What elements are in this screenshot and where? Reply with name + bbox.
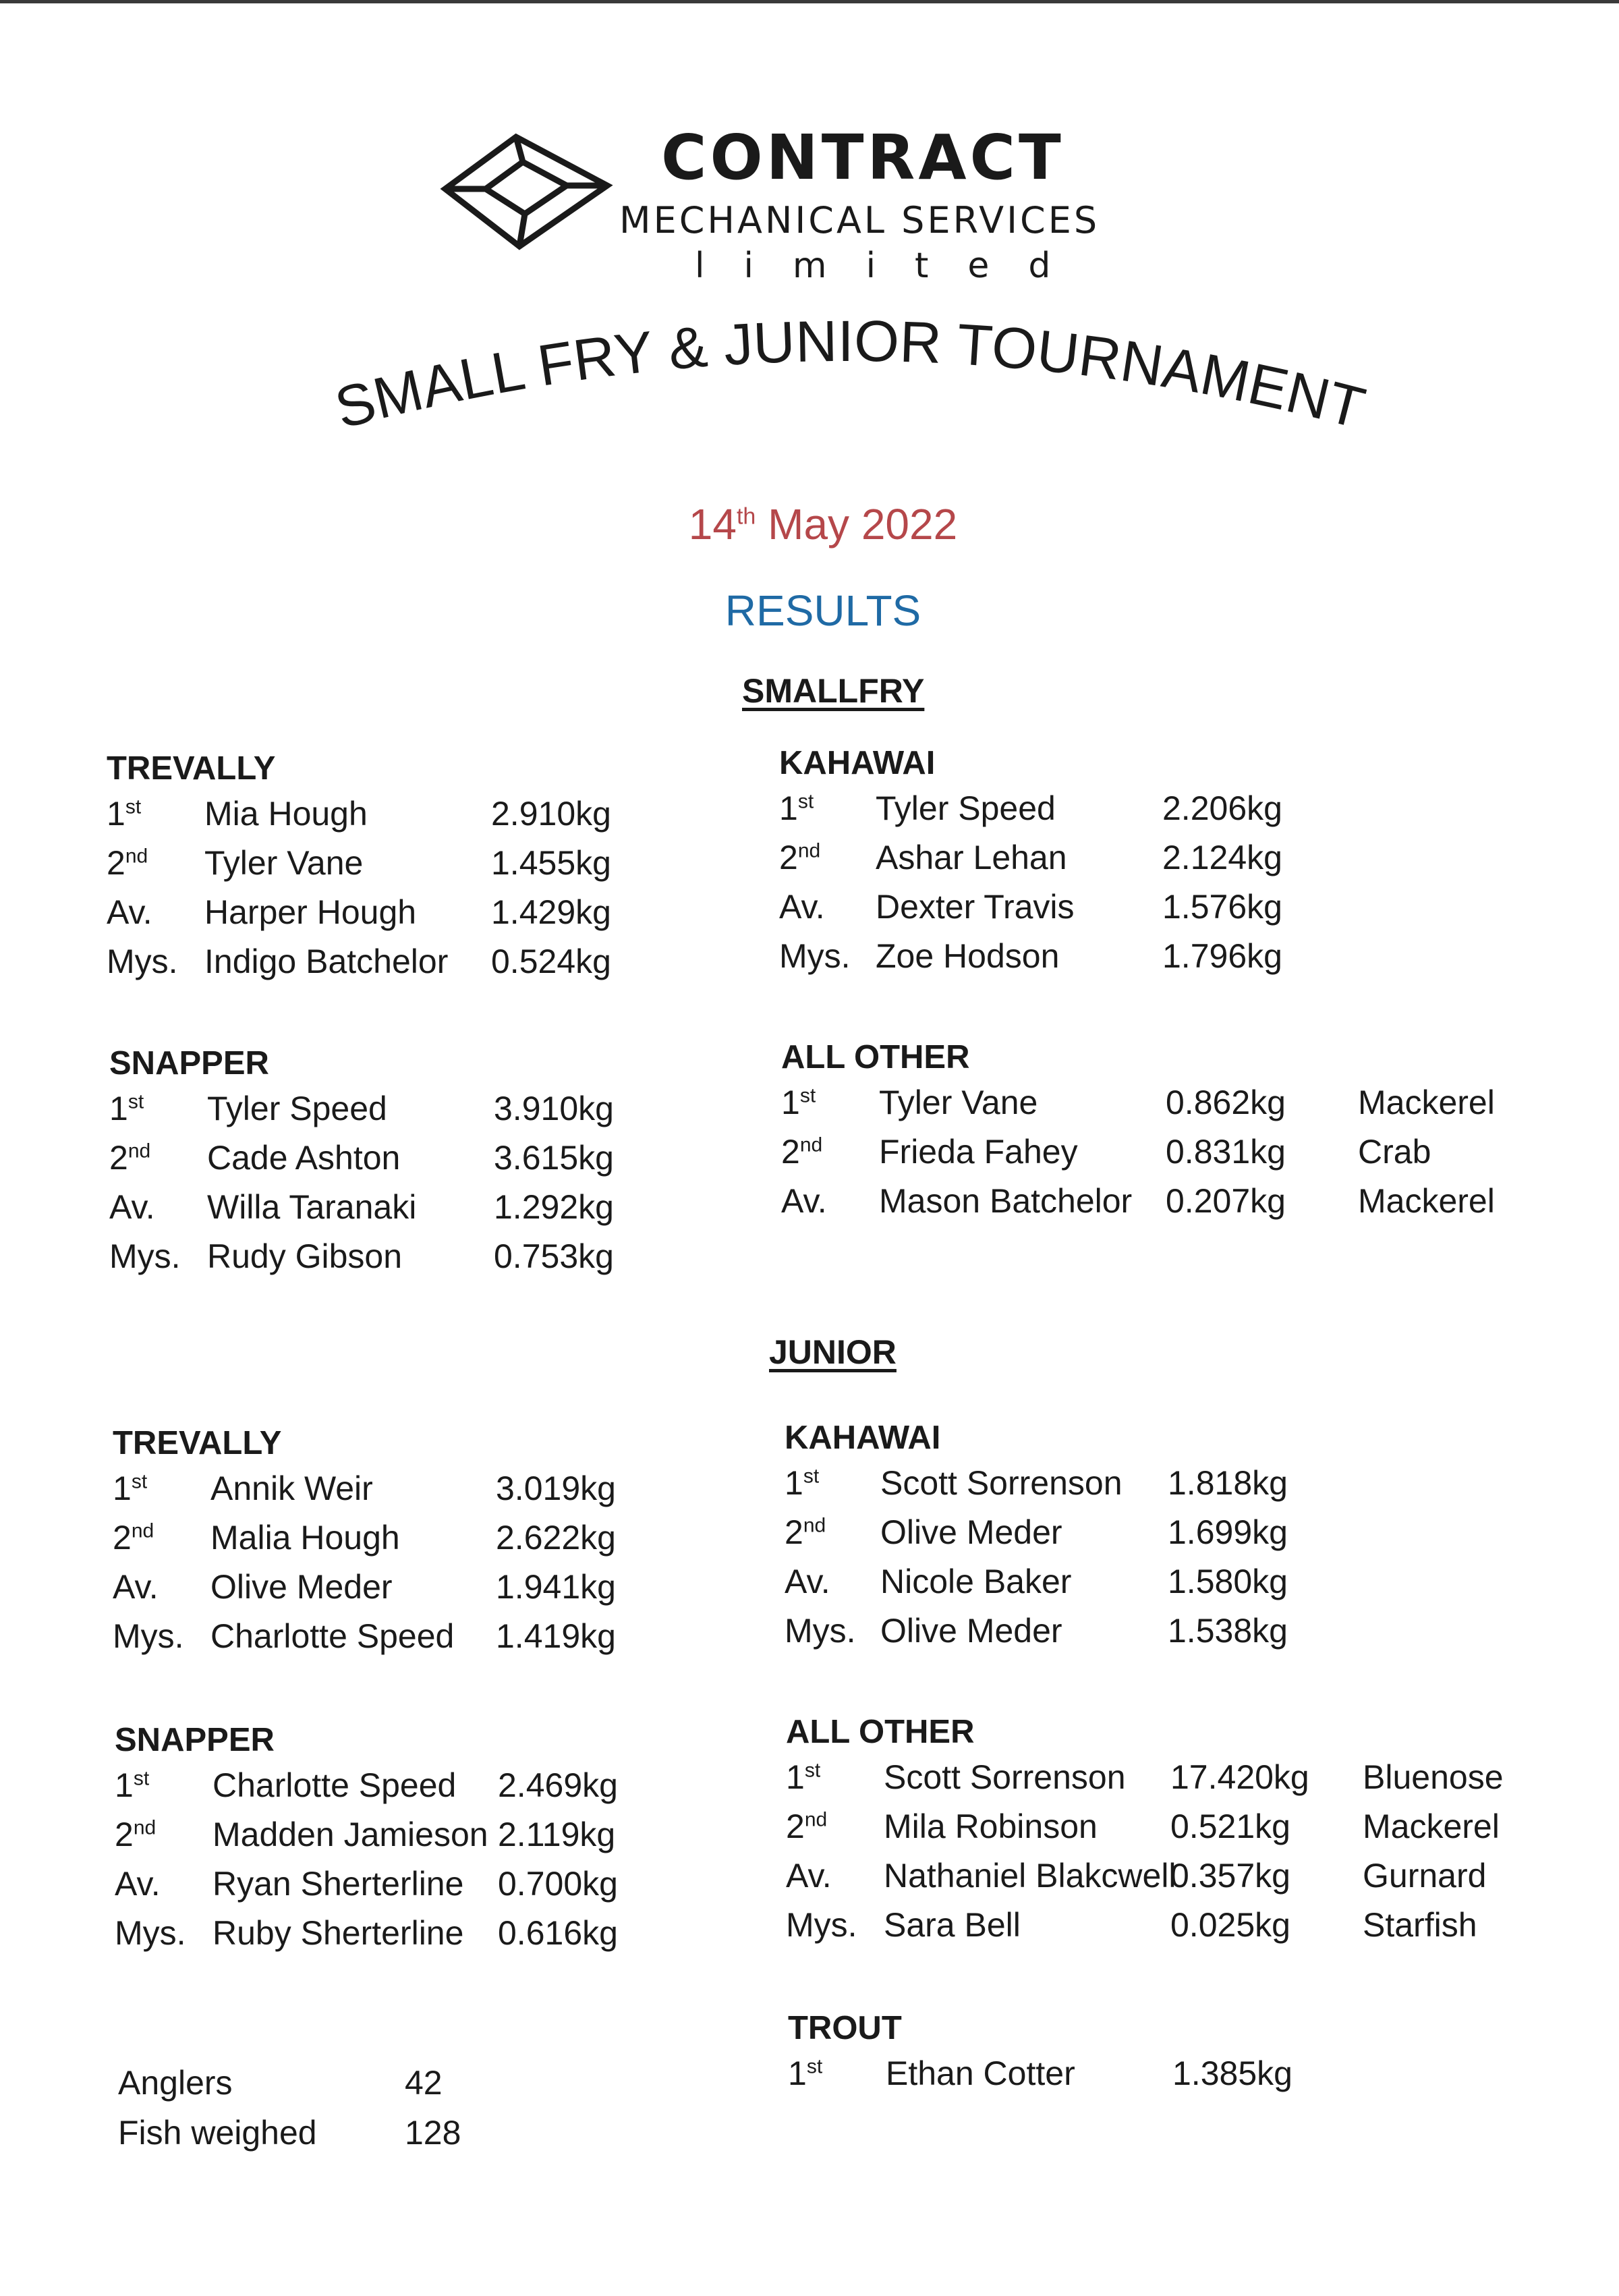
place: [788, 2049, 822, 2098]
result-row: [786, 1753, 1504, 1802]
result-row: [115, 1859, 618, 1909]
place-suffix: nd: [797, 839, 821, 862]
place-label: 2: [785, 1513, 803, 1551]
place-suffix: st: [799, 1084, 816, 1107]
place-label: 2: [786, 1808, 805, 1845]
result-row: [785, 1508, 1288, 1557]
angler-name: Tyler Speed: [876, 789, 1056, 827]
place: [113, 1612, 184, 1661]
angler-name: Mia Hough: [204, 795, 368, 833]
fish-weight: 3.910kg: [494, 1090, 614, 1127]
fish-species: Mackerel: [1358, 1084, 1495, 1121]
place: [109, 1232, 181, 1281]
place-suffix: nd: [125, 845, 148, 868]
limited-letter: l: [695, 246, 705, 286]
fish-weight: 1.576kg: [1162, 888, 1282, 926]
angler-name: Ruby Sherterline: [212, 1914, 464, 1952]
fish-weight: 2.622kg: [496, 1519, 616, 1557]
result-row: [113, 1563, 616, 1612]
smallfry-all-other: [781, 1036, 1495, 1226]
place-suffix: st: [806, 2055, 823, 2078]
place: [786, 1753, 820, 1802]
angler-name: Ashar Lehan: [876, 839, 1067, 876]
angler-name: Scott Sorrenson: [884, 1758, 1126, 1796]
place-label: 1: [786, 1758, 805, 1796]
fish-weight: 3.019kg: [496, 1469, 616, 1507]
place: [113, 1464, 147, 1513]
date-rest: May 2022: [768, 500, 958, 549]
fish-weight: 1.796kg: [1162, 937, 1282, 975]
angler-name: Mason Batchelor: [879, 1182, 1133, 1220]
fish-weight: 0.862kg: [1166, 1084, 1286, 1121]
result-row: [109, 1183, 614, 1232]
place-label: Av.: [781, 1182, 827, 1220]
fish-weight: 17.420kg: [1170, 1758, 1309, 1796]
result-row: [115, 1810, 616, 1859]
angler-name: Dexter Travis: [876, 888, 1075, 926]
fish-weight: 1.699kg: [1168, 1513, 1288, 1551]
angler-name: Ryan Sherterline: [212, 1865, 464, 1903]
angler-name: Zoe Hodson: [876, 937, 1060, 975]
smallfry-heading: SMALLFRY: [742, 672, 925, 710]
company-name: CONTRACT: [661, 121, 1064, 194]
place: [786, 1802, 827, 1851]
junior-snapper: [115, 1719, 618, 1958]
fish-weight: 0.521kg: [1170, 1808, 1290, 1845]
angler-name: Scott Sorrenson: [880, 1464, 1123, 1502]
place: [785, 1508, 826, 1557]
result-row: [109, 1133, 614, 1183]
angler-name: Rudy Gibson: [207, 1237, 403, 1275]
junior-trout: [788, 2007, 1293, 2098]
place-suffix: nd: [804, 1808, 828, 1831]
place-suffix: st: [131, 1470, 148, 1493]
results-heading: RESULTS: [725, 586, 921, 635]
result-row: [115, 1761, 618, 1810]
place: [781, 1177, 827, 1226]
result-row: [113, 1513, 616, 1563]
place: [109, 1133, 150, 1183]
place: [107, 839, 148, 888]
smallfry-snapper: [109, 1042, 614, 1281]
place-label: 1: [113, 1469, 132, 1507]
scan-top-edge: [0, 0, 1619, 3]
event-date: [0, 499, 1619, 549]
fish-weight: 0.700kg: [498, 1865, 618, 1903]
result-row: [779, 784, 1282, 833]
place-label: Av.: [109, 1188, 155, 1226]
fish-weight: 1.385kg: [1172, 2054, 1293, 2092]
place-suffix: st: [125, 795, 142, 818]
fish-species: Crab: [1358, 1133, 1431, 1171]
place-suffix: st: [127, 1090, 144, 1113]
angler-name: Olive Meder: [880, 1513, 1062, 1551]
angler-name: Tyler Vane: [879, 1084, 1038, 1121]
angler-name: Harper Hough: [204, 893, 417, 931]
place: [113, 1513, 154, 1563]
limited-letter: e: [967, 246, 990, 286]
place-suffix: nd: [131, 1519, 154, 1542]
limited-letter: d: [1028, 246, 1051, 286]
angler-name: Nathaniel Blakcwell: [884, 1857, 1176, 1895]
result-row: [781, 1177, 1495, 1226]
junior-kahawai: [785, 1417, 1288, 1656]
place: [779, 932, 851, 981]
fish-weight: 1.941kg: [496, 1568, 616, 1606]
place-suffix: nd: [799, 1133, 823, 1156]
category-title: KAHAWAI: [779, 745, 936, 781]
place-label: 2: [109, 1139, 128, 1177]
result-row: [779, 932, 1282, 981]
tournament-title-text: SMALL FRY & JUNIOR TOURNAMENT: [329, 308, 1371, 441]
category-title: KAHAWAI: [785, 1420, 941, 1456]
place-label: Mys.: [779, 937, 851, 975]
angler-name: Sara Bell: [884, 1906, 1021, 1944]
place-suffix: st: [133, 1767, 150, 1790]
smallfry-kahawai: [779, 742, 1282, 981]
angler-name: Tyler Speed: [207, 1090, 387, 1127]
svg-text:SMALL FRY & JUNIOR TOURNAMENT: [329, 309, 1371, 441]
place-suffix: st: [797, 790, 814, 813]
result-row: [786, 1802, 1500, 1851]
place-label: 1: [107, 795, 125, 833]
junior-all-other: [786, 1711, 1504, 1950]
place-label: 1: [788, 2054, 807, 2092]
fish-weight: 1.455kg: [491, 844, 611, 882]
place-label: 1: [115, 1766, 134, 1804]
place: [107, 888, 152, 937]
angler-name: Indigo Batchelor: [204, 943, 449, 980]
result-row: [113, 1612, 616, 1661]
category-title: ALL OTHER: [781, 1039, 970, 1075]
place-label: Mys.: [785, 1612, 856, 1650]
result-row: [107, 839, 611, 888]
place-suffix: nd: [133, 1816, 157, 1839]
angler-name: Frieda Fahey: [879, 1133, 1078, 1171]
junior-trevally: [113, 1422, 616, 1661]
fish-weight: 2.119kg: [498, 1816, 616, 1853]
fish-weight: 2.124kg: [1162, 839, 1282, 876]
place: [115, 1859, 161, 1909]
place-label: 1: [109, 1090, 128, 1127]
stat-value: 128: [405, 2114, 461, 2152]
fish-weight: 2.469kg: [498, 1766, 618, 1804]
category-title: TROUT: [788, 2010, 902, 2046]
category-title: ALL OTHER: [786, 1714, 975, 1750]
result-row: [109, 1232, 614, 1281]
place-label: Mys.: [113, 1617, 184, 1655]
place-label: 1: [781, 1084, 800, 1121]
place: [781, 1078, 816, 1127]
fish-species: Mackerel: [1358, 1182, 1495, 1220]
limited-letter: t: [915, 246, 929, 286]
angler-name: Annik Weir: [210, 1469, 373, 1507]
stat-label: Fish weighed: [118, 2114, 317, 2152]
place: [779, 883, 825, 932]
place-label: 1: [779, 789, 798, 827]
fish-weight: 0.357kg: [1170, 1857, 1290, 1895]
result-row: [786, 1851, 1487, 1901]
fish-weight: 0.524kg: [491, 943, 611, 980]
angler-name: Madden Jamieson: [212, 1816, 488, 1853]
place: [779, 784, 814, 833]
angler-name: Mila Robinson: [884, 1808, 1098, 1845]
place-suffix: nd: [127, 1140, 151, 1163]
fish-weight: 1.419kg: [496, 1617, 616, 1655]
date-day: 14: [688, 500, 737, 549]
place-label: 2: [107, 844, 125, 882]
place: [786, 1901, 857, 1950]
angler-name: Charlotte Speed: [210, 1617, 455, 1655]
place: [115, 1810, 156, 1859]
place-suffix: st: [804, 1759, 821, 1782]
place: [107, 937, 178, 986]
angler-name: Charlotte Speed: [212, 1766, 457, 1804]
result-row: [107, 789, 611, 839]
result-row: [115, 1909, 618, 1958]
fish-species: Starfish: [1363, 1906, 1477, 1944]
limited-letter: i: [743, 246, 754, 286]
fish-weight: 1.429kg: [491, 893, 611, 931]
result-row: [779, 833, 1282, 883]
place-label: 2: [115, 1816, 134, 1853]
place: [785, 1459, 819, 1508]
junior-heading: JUNIOR: [769, 1333, 897, 1371]
fish-species: Bluenose: [1363, 1758, 1504, 1796]
limited-letter: i: [865, 246, 876, 286]
angler-name: Malia Hough: [210, 1519, 400, 1557]
angler-name: Tyler Vane: [204, 844, 364, 882]
place-label: Mys.: [786, 1906, 857, 1944]
fish-weight: 3.615kg: [494, 1139, 614, 1177]
place-label: Av.: [113, 1568, 159, 1606]
angler-name: Olive Meder: [210, 1568, 393, 1606]
category-title: SNAPPER: [109, 1045, 269, 1082]
tournament-title: [304, 297, 1396, 459]
place-label: Av.: [779, 888, 825, 926]
place: [785, 1557, 830, 1606]
place-label: Mys.: [109, 1237, 181, 1275]
place-label: Mys.: [115, 1914, 186, 1952]
place-label: 2: [781, 1133, 800, 1171]
place: [107, 789, 141, 839]
diamond-logo-icon: [438, 132, 614, 253]
fish-weight: 1.538kg: [1168, 1612, 1288, 1650]
place-label: Av.: [785, 1563, 830, 1600]
place-suffix: nd: [803, 1514, 826, 1537]
fish-weight: 0.753kg: [494, 1237, 614, 1275]
company-limited: [695, 246, 1051, 286]
company-subtitle: MECHANICAL SERVICES: [619, 199, 1100, 242]
fish-weight: 1.292kg: [494, 1188, 614, 1226]
result-row: [785, 1459, 1288, 1508]
fish-weight: 2.910kg: [491, 795, 611, 833]
result-row: [786, 1901, 1477, 1950]
limited-letter: m: [792, 246, 827, 286]
fish-weight: 2.206kg: [1162, 789, 1282, 827]
place: [779, 833, 820, 883]
angler-name: Olive Meder: [880, 1612, 1062, 1650]
result-row: [107, 937, 611, 986]
place-label: Av.: [786, 1857, 832, 1895]
place-label: Av.: [115, 1865, 161, 1903]
place: [785, 1606, 856, 1656]
fish-weight: 0.616kg: [498, 1914, 618, 1952]
angler-name: Willa Taranaki: [207, 1188, 417, 1226]
smallfry-trevally: [107, 748, 611, 986]
category-title: TREVALLY: [107, 750, 276, 787]
place-suffix: st: [803, 1465, 820, 1488]
place-label: 2: [113, 1519, 132, 1557]
result-row: [107, 888, 611, 937]
result-row: [785, 1606, 1288, 1656]
angler-name: Cade Ashton: [207, 1139, 401, 1177]
stat-value: 42: [405, 2064, 443, 2102]
fish-species: Gurnard: [1363, 1857, 1487, 1895]
place: [109, 1084, 144, 1133]
fish-weight: 1.580kg: [1168, 1563, 1288, 1600]
fish-weight: 1.818kg: [1168, 1464, 1288, 1502]
stat-label: Anglers: [118, 2064, 233, 2102]
category-title: SNAPPER: [115, 1722, 275, 1758]
place-label: 2: [779, 839, 798, 876]
result-row: [109, 1084, 614, 1133]
result-row: [781, 1078, 1495, 1127]
result-row: [779, 883, 1282, 932]
fish-weight: 0.207kg: [1166, 1182, 1286, 1220]
fish-weight: 0.025kg: [1170, 1906, 1290, 1944]
result-row: [788, 2049, 1293, 2098]
place-label: Mys.: [107, 943, 178, 980]
fish-weight: 0.831kg: [1166, 1133, 1286, 1171]
place: [115, 1761, 149, 1810]
result-row: [113, 1464, 616, 1513]
date-suffix: th: [736, 503, 756, 530]
place: [113, 1563, 159, 1612]
place: [115, 1909, 186, 1958]
result-row: [785, 1557, 1288, 1606]
place-label: 1: [785, 1464, 803, 1502]
place: [781, 1127, 822, 1177]
place-label: Av.: [107, 893, 152, 931]
place: [109, 1183, 155, 1232]
fish-species: Mackerel: [1363, 1808, 1500, 1845]
angler-name: Nicole Baker: [880, 1563, 1072, 1600]
category-title: TREVALLY: [113, 1425, 282, 1461]
result-row: [781, 1127, 1431, 1177]
angler-name: Ethan Cotter: [886, 2054, 1075, 2092]
place: [786, 1851, 832, 1901]
